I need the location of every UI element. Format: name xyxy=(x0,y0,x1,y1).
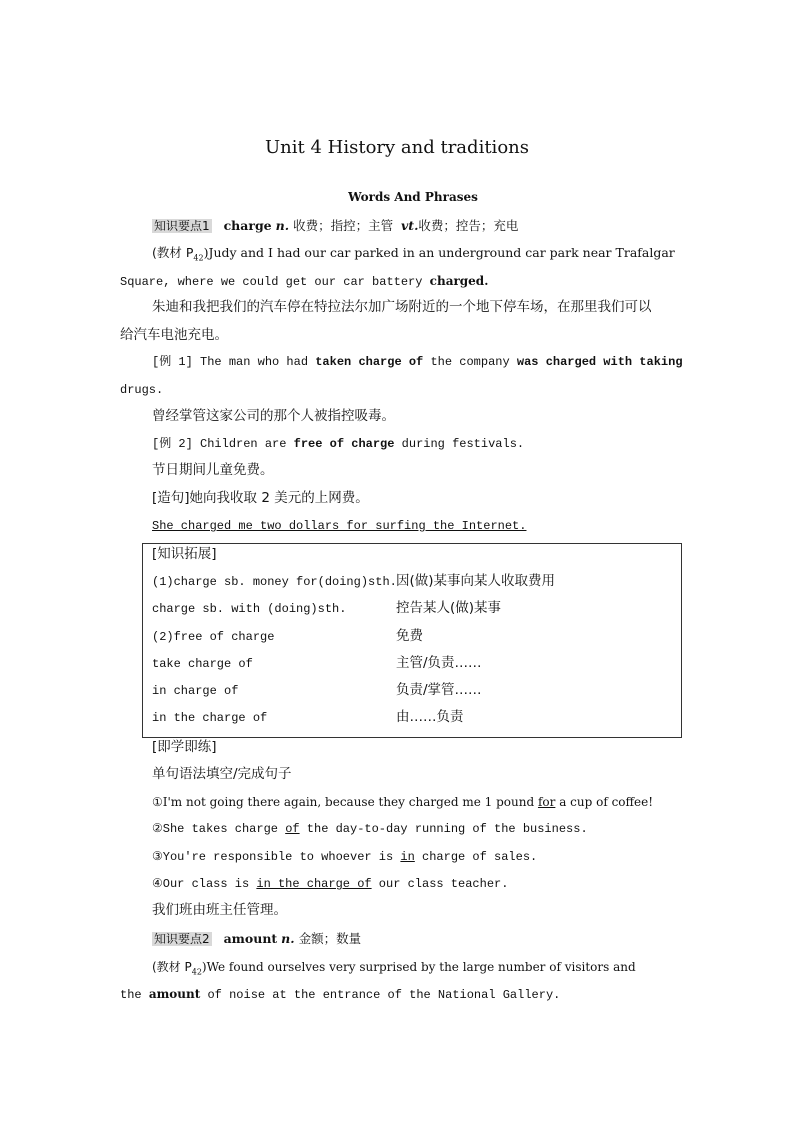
practice-instruction: 单句语法填空/完成句子 xyxy=(152,766,292,782)
expansion-row-4-cn: 主管/负责…… xyxy=(396,655,482,671)
textbook1-text2a: Square, where we could get our car battery xyxy=(120,275,430,289)
textbook2-prefix: (教材 P xyxy=(152,960,192,974)
point1-tag: 知识要点1 xyxy=(154,219,210,233)
practice-q2-text-a: ②She takes charge xyxy=(152,822,286,836)
example1-translation: 曾经掌管这家公司的那个人被指控吸毒。 xyxy=(152,408,395,424)
example1-text-b: taken charge of xyxy=(315,355,424,369)
textbook2-page: 42 xyxy=(191,967,202,977)
practice-q2-text-b: the day-to-day running of the business. xyxy=(299,822,588,836)
practice-q1-text-b: a cup of coffee! xyxy=(555,795,654,809)
sentence-making-answer: She charged me two dollars for surfing the Internet. xyxy=(152,519,527,533)
expansion-row-4-en: take charge of xyxy=(152,657,253,671)
practice-q4-text-b: our class teacher. xyxy=(371,877,509,891)
practice-q1-text-a: ①I'm not going there again, because they charged me 1 pound xyxy=(152,795,538,809)
example2-line xyxy=(152,436,524,452)
point2-meaning-n: 金额；数量 xyxy=(298,931,362,946)
point2-pos-n: n. xyxy=(281,931,295,946)
point1-pos-n: n. xyxy=(275,218,290,233)
textbook1-line1 xyxy=(152,245,675,267)
textbook1-text1: )Judy and I had our car parked in an underground car park near Trafalgar xyxy=(203,245,675,260)
expansion-row-2-en: charge sb. with (doing)sth. xyxy=(152,602,347,616)
example1-text-a: The man who had xyxy=(192,355,316,369)
example2-text-c: during festivals. xyxy=(394,437,525,451)
example1-text-c: the company xyxy=(423,355,517,369)
point1-word: charge xyxy=(223,218,272,233)
page-title: Unit 4 History and traditions xyxy=(265,137,529,158)
point2-heading xyxy=(152,931,361,947)
practice-q1 xyxy=(152,794,653,810)
expansion-row-3-cn: 免费 xyxy=(396,628,423,644)
point2-word: amount xyxy=(223,931,278,946)
expansion-row-2-cn: 控告某人(做)某事 xyxy=(396,600,502,616)
expansion-row-1-cn: 因(做)某事向某人收取费用 xyxy=(396,573,556,589)
expansion-row-5-en: in charge of xyxy=(152,684,239,698)
practice-q2 xyxy=(152,821,588,837)
textbook2-text1: )We found ourselves very surprised by the large number of visitors and xyxy=(201,960,636,974)
textbook1-line2 xyxy=(120,273,488,290)
example1-line2: drugs. xyxy=(120,383,164,397)
textbook2-line2 xyxy=(120,986,560,1003)
example2-translation: 节日期间儿童免费。 xyxy=(152,462,274,478)
practice-q4-text-a: ④Our class is xyxy=(152,877,257,891)
practice-q3-text-b: charge of sales. xyxy=(414,850,538,864)
textbook2-text2c: of noise at the entrance of the National Gallery. xyxy=(200,988,561,1002)
expansion-header: [知识拓展] xyxy=(152,546,217,562)
point2-tag: 知识要点2 xyxy=(154,932,210,946)
textbook2-text2a: the xyxy=(120,988,149,1002)
expansion-row-6-en: in the charge of xyxy=(152,711,268,725)
textbook2-line1 xyxy=(152,959,636,980)
sentence-making-prompt: [造句]她向我收取 2 美元的上网费。 xyxy=(152,490,369,506)
expansion-row-6-cn: 由……负责 xyxy=(396,709,464,725)
example1-line1 xyxy=(152,354,683,370)
expansion-row-3-en: (2)free of charge xyxy=(152,630,275,644)
practice-q4-translation: 我们班由班主任管理。 xyxy=(152,902,287,918)
example2-text-b: free of charge xyxy=(293,437,395,451)
textbook1-text2b: charged. xyxy=(429,274,489,288)
point1-meaning-vt: 收费；控告；充电 xyxy=(418,218,519,233)
expansion-row-1-en: (1)charge sb. money for(doing)sth. xyxy=(152,575,397,589)
practice-q3 xyxy=(152,849,537,865)
practice-q3-text-a: ③You're responsible to whoever is xyxy=(152,850,401,864)
example2-text-a: Children are xyxy=(192,437,294,451)
practice-q2-answer: of xyxy=(285,822,300,836)
point1-pos-vt: vt. xyxy=(401,218,419,233)
expansion-row-5-cn: 负责/掌管…… xyxy=(396,682,482,698)
textbook1-page: 42 xyxy=(193,253,204,263)
practice-q4 xyxy=(152,876,508,892)
point1-meaning-n: 收费；指控；主管 xyxy=(293,218,394,233)
trans1-line2: 给汽车电池充电。 xyxy=(120,327,228,343)
section-subtitle: Words And Phrases xyxy=(348,190,478,204)
example1-text-d: was charged with taking xyxy=(516,355,683,369)
practice-header: [即学即练] xyxy=(152,739,217,755)
textbook1-prefix: (教材 P xyxy=(152,245,194,260)
trans1-line1: 朱迪和我把我们的汽车停在特拉法尔加广场附近的一个地下停车场，在那里我们可以 xyxy=(152,299,652,315)
textbook2-text2b: amount xyxy=(148,987,201,1001)
practice-q4-answer: in the charge of xyxy=(256,877,372,891)
example2-label: [例 2] xyxy=(152,437,193,451)
example1-label: [例 1] xyxy=(152,355,193,369)
point1-heading xyxy=(152,218,518,234)
practice-q3-answer: in xyxy=(400,850,415,864)
practice-q1-answer: for xyxy=(537,795,556,809)
